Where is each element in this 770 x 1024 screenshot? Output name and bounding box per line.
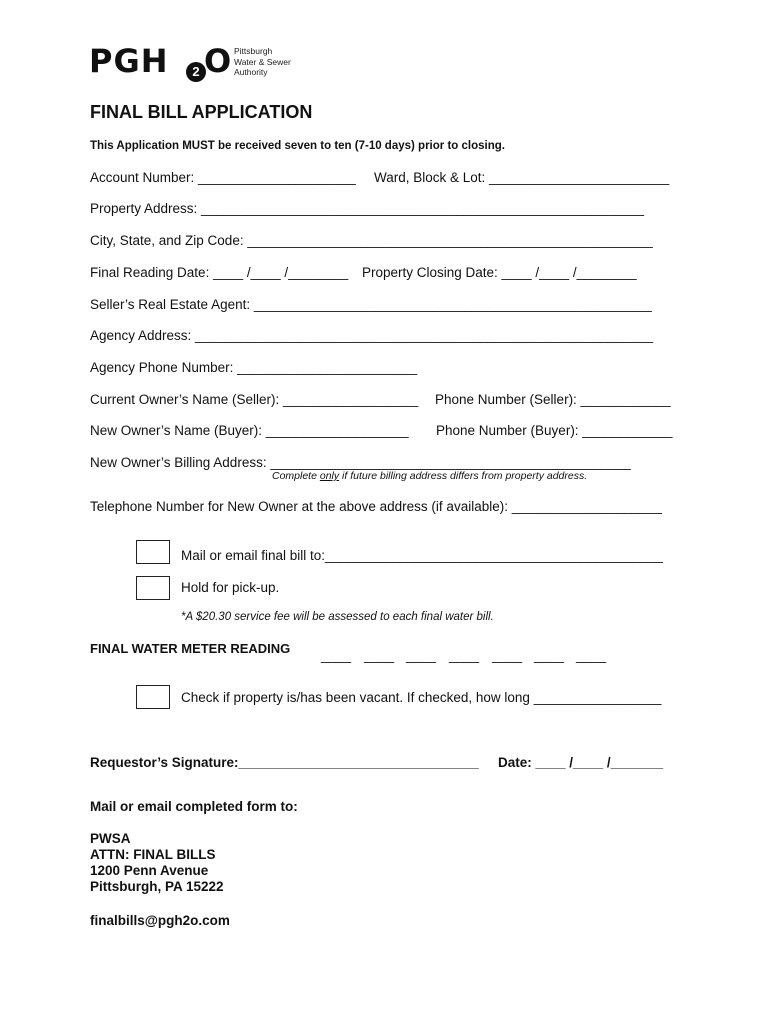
mailing-address (90, 831, 224, 895)
phone-seller-field[interactable]: Phone Number (Seller): ____________ (435, 392, 671, 407)
meter-digit-2[interactable]: ____ (364, 648, 395, 663)
billing-address-note (272, 470, 587, 482)
vacant-option[interactable]: Check if property is/has been vacant. If checked, how long _________________ (181, 690, 662, 705)
hold-pickup-option: Hold for pick-up. (181, 580, 280, 595)
meter-digit-3[interactable]: ____ (406, 648, 437, 663)
vacant-checkbox[interactable] (136, 685, 170, 709)
logo-tag-line2: Water & Sewer (234, 56, 291, 67)
meter-digit-4[interactable]: ____ (449, 648, 480, 663)
address-line3: 1200 Penn Avenue (90, 863, 209, 878)
telephone-new-owner-field[interactable]: Telephone Number for New Owner at the above address (if available): ____________________ (90, 499, 662, 514)
billing-note-pre: Complete (272, 470, 320, 482)
fee-note: *A $20.30 service fee will be assessed to each final water bill. (181, 611, 494, 623)
account-number-field[interactable]: Account Number: _____________________ (90, 170, 356, 185)
billing-note-post: if future billing address differs from property address. (339, 470, 588, 482)
mail-email-checkbox[interactable] (136, 540, 170, 564)
property-address-field[interactable]: Property Address: ___________________________________________________________ (90, 201, 645, 216)
meter-digit-5[interactable]: ____ (492, 648, 523, 663)
pgh2o-logo (89, 40, 309, 82)
address-line4: Pittsburgh, PA 15222 (90, 879, 224, 894)
meter-digit-6[interactable]: ____ (534, 648, 565, 663)
form-title: FINAL BILL APPLICATION (90, 102, 313, 122)
phone-buyer-field[interactable]: Phone Number (Buyer): ____________ (436, 423, 673, 438)
billing-address-field[interactable]: New Owner’s Billing Address: ________________________________________________ (90, 455, 631, 470)
address-line1: PWSA (90, 831, 131, 846)
signature-field[interactable]: Requestor’s Signature:________________________________ (90, 755, 479, 770)
billing-note-only: only (319, 470, 340, 482)
logo-tagline (234, 46, 291, 78)
city-state-zip-field[interactable]: City, State, and Zip Code: ______________________________________________________ (90, 233, 653, 248)
meter-reading-label: FINAL WATER METER READING (90, 641, 291, 656)
logo-tag-line3: Authority (234, 67, 268, 77)
signature-date-field[interactable]: Date: ____ /____ /_______ (498, 755, 664, 770)
meter-digit-1[interactable]: ____ (321, 648, 352, 663)
current-owner-field[interactable]: Current Owner’s Name (Seller): __________________ (90, 392, 419, 407)
address-line2: ATTN: FINAL BILLS (90, 847, 216, 862)
logo-o: O (204, 42, 233, 80)
meter-digit-7[interactable]: ____ (576, 648, 607, 663)
contact-email[interactable]: finalbills@pgh2o.com (90, 913, 230, 928)
notice-text: This Application MUST be received seven to ten (7-10 days) prior to closing. (90, 140, 505, 152)
final-reading-date-field[interactable]: Final Reading Date: ____ /____ /________ (90, 265, 349, 280)
logo-subscript-2: 2 (192, 64, 200, 79)
logo-subscript-circle (186, 62, 206, 82)
logo-pgh: PGH (89, 42, 169, 80)
property-closing-date-field[interactable]: Property Closing Date: ____ /____ /________ (362, 265, 637, 280)
ward-block-lot-field[interactable]: Ward, Block & Lot: ________________________ (374, 170, 670, 185)
mail-to-heading: Mail or email completed form to: (90, 799, 298, 814)
mail-email-option[interactable]: Mail or email final bill to:_____________________________________________ (181, 548, 663, 563)
agency-address-field[interactable]: Agency Address: _____________________________________________________________ (90, 328, 654, 343)
seller-agent-field[interactable]: Seller’s Real Estate Agent: _____________________________________________________ (90, 297, 652, 312)
hold-pickup-checkbox[interactable] (136, 576, 170, 600)
new-owner-field[interactable]: New Owner’s Name (Buyer): ___________________ (90, 423, 409, 438)
agency-phone-field[interactable]: Agency Phone Number: ________________________ (90, 360, 418, 375)
logo-tag-line1: Pittsburgh (234, 46, 273, 56)
